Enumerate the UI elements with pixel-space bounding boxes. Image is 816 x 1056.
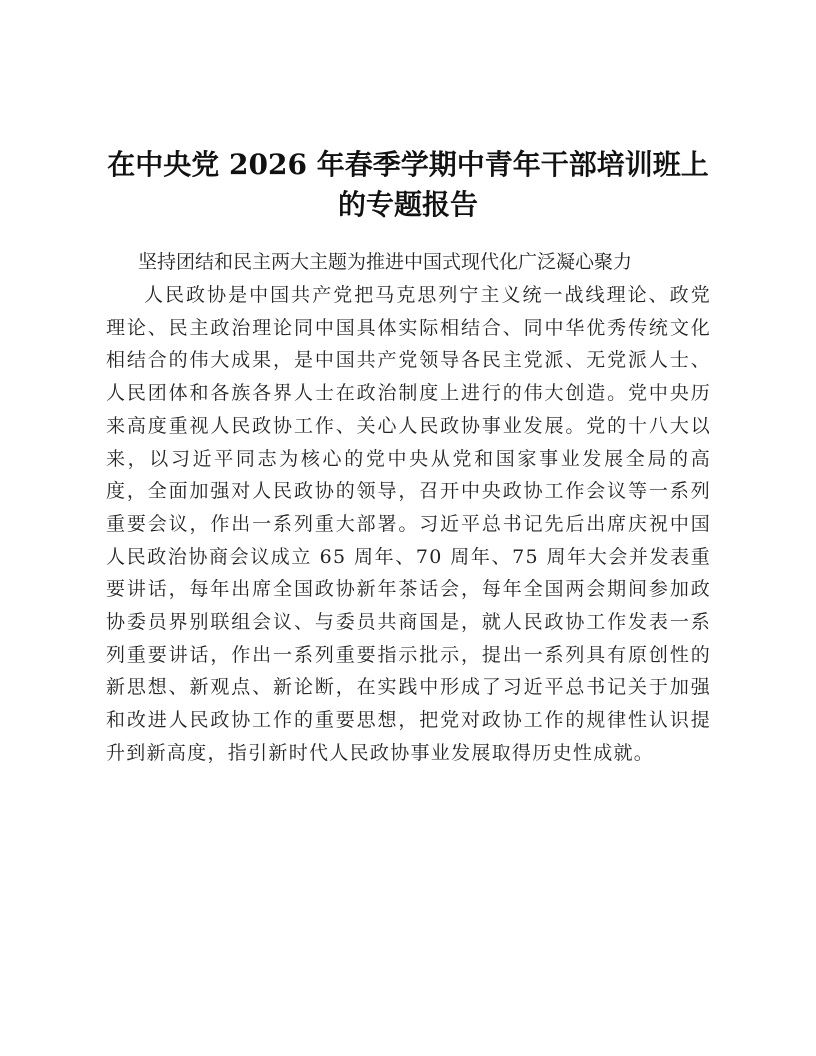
document-subtitle: 坚持团结和民主两大主题为推进中国式现代化广泛凝心聚力 — [138, 251, 633, 273]
document-title: 在中央党 2026 年春季学期中青年干部培训班上的专题报告 — [107, 148, 709, 221]
body-paragraph: 人民政协是中国共产党把马克思列宁主义统一战线理论、政党理论、民主政治理论同中国具体实际相结合、同中华优秀传统文化相结合的伟大成果，是中国共产党领导各民主党派、无党派人士、人民团体和各族各界人士在政治制度上进行的伟大创造。党中央历来高度重视人民政协工作、关心人民政协事业发展。党的十八大以来，以习近平同志为核心的党中央从党和国家事业发展全局的高度，全面加强对人民政协的领导，召开中央政协工作会议等一系列重要会议，作出一系列重大部署。习近平总书记先后出席庆祝中国人民政治协商会议成立 65 周年、70 周年、75 周年大会并发表重要讲话，每年出席全国政协新年茶话会，每年全国两会期间参加政协委员界别联组会议、与委员共商国是，就人民政协工作发表一系列重要讲话，作出一系列重要指示批示，提出一系列具有原创性的新思想、新观点、新论断，在实践中形成了习近平总书记关于加强和改进人民政协工作的重要思想，把党对政协工作的规律性认识提升到新高度，指引新时代人民政协事业发展取得历史性成就。 — [106, 284, 711, 764]
